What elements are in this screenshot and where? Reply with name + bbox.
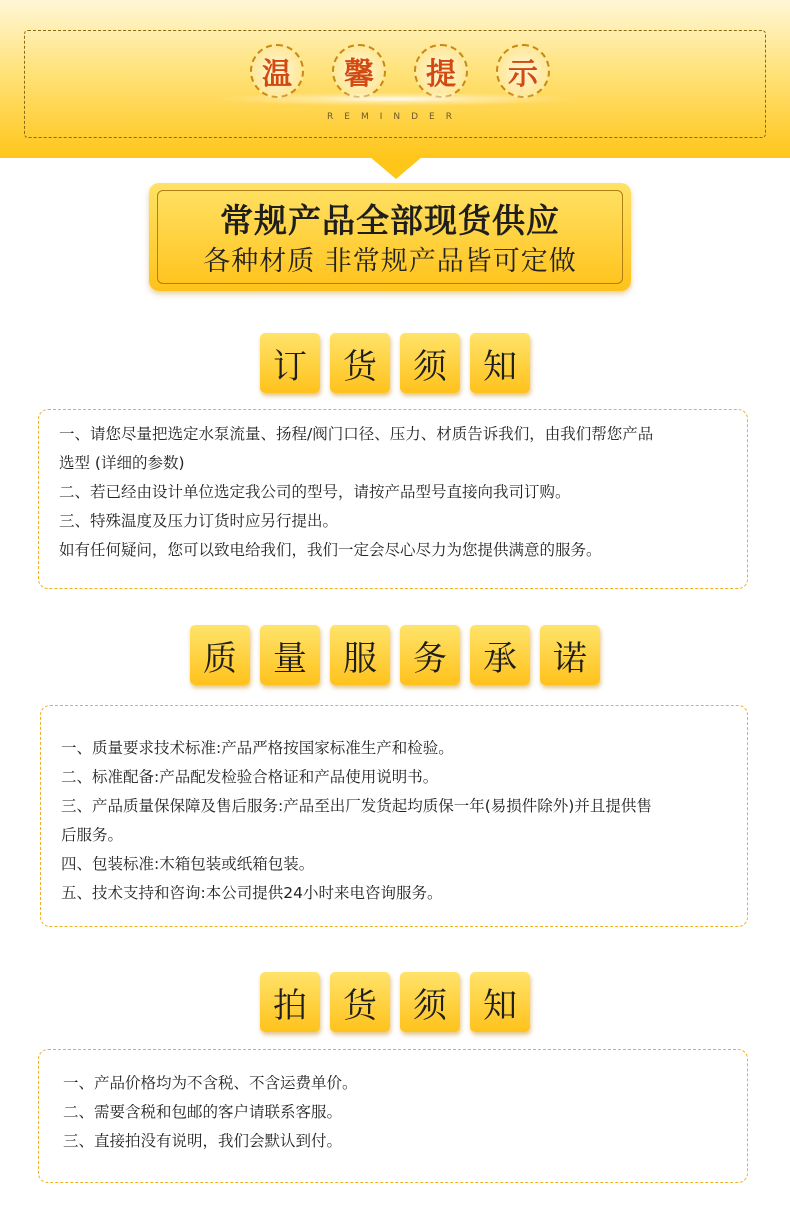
banner-pointer-arrow — [370, 157, 422, 179]
ordering-line: 三、特殊温度及压力订货时应另行提出。 — [59, 512, 339, 530]
purchase-line: 三、直接拍没有说明，我们会默认到付。 — [63, 1132, 343, 1150]
ordering-title-char: 货 — [330, 333, 390, 393]
ordering-title-char: 须 — [400, 333, 460, 393]
ordering-line: 一、请您尽量把选定水泵流量、扬程/阀门口径、压力、材质告诉我们，由我们帮您产品 — [59, 425, 654, 443]
ordering-title-char: 知 — [470, 333, 530, 393]
quality-title — [0, 625, 790, 685]
ordering-notice-box — [38, 409, 748, 589]
quality-line: 一、质量要求技术标准:产品严格按国家标准生产和检验。 — [61, 739, 454, 757]
reminder-char: 提 — [414, 44, 468, 98]
purchase-title-char: 拍 — [260, 972, 320, 1032]
quality-line: 二、标准配备:产品配发检验合格证和产品使用说明书。 — [61, 768, 439, 786]
quality-title-char: 量 — [260, 625, 320, 685]
quality-line: 五、技术支持和咨询:本公司提供24小时来电咨询服务。 — [61, 884, 443, 902]
light-glow — [210, 92, 580, 106]
quality-title-char: 务 — [400, 625, 460, 685]
purchase-title-char: 须 — [400, 972, 460, 1032]
purchase-title-char: 知 — [470, 972, 530, 1032]
quality-notice-box — [40, 705, 748, 927]
ordering-title — [0, 333, 790, 393]
reminder-char: 温 — [250, 44, 304, 98]
reminder-banner — [0, 0, 790, 158]
purchase-line: 二、需要含税和包邮的客户请联系客服。 — [63, 1103, 343, 1121]
purchase-line: 一、产品价格均为不含税、不含运费单价。 — [63, 1074, 358, 1092]
purchase-title-char: 货 — [330, 972, 390, 1032]
reminder-subtitle: REMINDER — [327, 112, 463, 122]
quality-line: 四、包装标准:木箱包装或纸箱包装。 — [61, 855, 315, 873]
ordering-title-char: 订 — [260, 333, 320, 393]
quality-title-char: 服 — [330, 625, 390, 685]
ordering-line: 如有任何疑问，您可以致电给我们，我们一定会尽心尽力为您提供满意的服务。 — [59, 541, 602, 559]
ordering-line: 二、若已经由设计单位选定我公司的型号，请按产品型号直接向我司订购。 — [59, 483, 571, 501]
purchase-notice-box — [38, 1049, 748, 1183]
reminder-char: 馨 — [332, 44, 386, 98]
quality-line: 三、产品质量保保障及售后服务:产品至出厂发货起均质保一年(易损件除外)并且提供售 — [61, 797, 652, 815]
stock-notice — [149, 183, 631, 291]
quality-title-char: 承 — [470, 625, 530, 685]
stock-subtitle: 各种材质 非常规产品皆可定做 — [203, 246, 577, 277]
quality-line: 后服务。 — [61, 826, 124, 844]
stock-title: 常规产品全部现货供应 — [220, 201, 560, 240]
ordering-line: 选型 (详细的参数) — [59, 454, 185, 472]
quality-title-char: 诺 — [540, 625, 600, 685]
reminder-char: 示 — [496, 44, 550, 98]
quality-title-char: 质 — [190, 625, 250, 685]
purchase-title — [0, 972, 790, 1032]
